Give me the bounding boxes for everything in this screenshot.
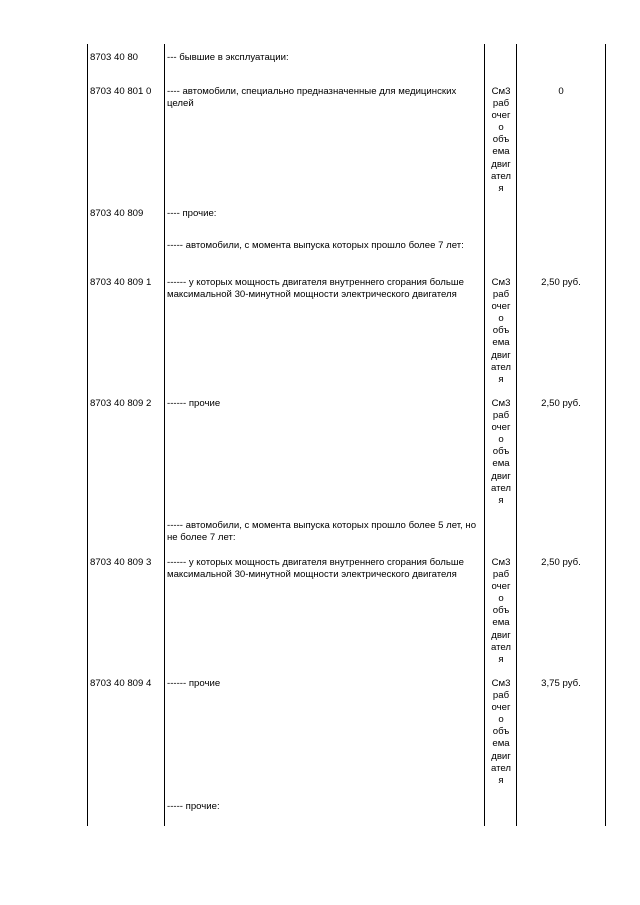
- unit-of-measure: См3 раб очег о объ ема двиг ател я: [490, 398, 512, 506]
- commodity-description: ---- прочие:: [167, 208, 217, 219]
- duty-rate: 2,50 руб.: [541, 557, 581, 568]
- commodity-description: ------ у которых мощность двигателя внутреннего сгорания больше максимальной 30-минутной мощности электрического двигателя: [167, 557, 464, 581]
- unit-of-measure: См3 раб очег о объ ема двиг ател я: [490, 86, 512, 194]
- commodity-description: ----- прочие:: [167, 801, 220, 812]
- duty-rate: 2,50 руб.: [541, 277, 581, 288]
- unit-of-measure: См3 раб очег о объ ема двиг ател я: [490, 557, 512, 665]
- commodity-description: ------ прочие: [167, 678, 221, 689]
- column-divider-code: [164, 44, 165, 826]
- commodity-description: ------ прочие: [167, 398, 221, 409]
- commodity-description: ------ у которых мощность двигателя внутреннего сгорания больше максимальной 30-минутной мощности электрического двигателя: [167, 277, 464, 301]
- unit-of-measure: См3 раб очег о объ ема двиг ател я: [490, 678, 512, 786]
- unit-of-measure: См3 раб очег о объ ема двиг ател я: [490, 277, 512, 385]
- commodity-code: 8703 40 809 2: [90, 398, 152, 409]
- commodity-code: 8703 40 809 4: [90, 678, 152, 689]
- commodity-code: 8703 40 809: [90, 208, 144, 219]
- duty-rate: 2,50 руб.: [541, 398, 581, 409]
- commodity-code: 8703 40 801 0: [90, 86, 152, 97]
- duty-rate: 0: [558, 86, 564, 97]
- duty-rate: 3,75 руб.: [541, 678, 581, 689]
- column-divider-unit: [516, 44, 517, 826]
- commodity-code: 8703 40 809 3: [90, 557, 152, 568]
- commodity-code: 8703 40 80: [90, 52, 139, 63]
- commodity-description: ----- автомобили, с момента выпуска которых прошло более 5 лет, но не более 7 лет:: [167, 520, 477, 544]
- column-divider-desc: [484, 44, 485, 826]
- commodity-description: --- бывшие в эксплуатации:: [167, 52, 289, 63]
- table-border-left: [87, 44, 88, 826]
- commodity-description: ----- автомобили, с момента выпуска которых прошло более 7 лет:: [167, 240, 464, 251]
- commodity-code: 8703 40 809 1: [90, 277, 152, 288]
- table-border-right: [605, 44, 606, 826]
- commodity-description: ---- автомобили, специально предназначенные для медицинских целей: [167, 86, 457, 110]
